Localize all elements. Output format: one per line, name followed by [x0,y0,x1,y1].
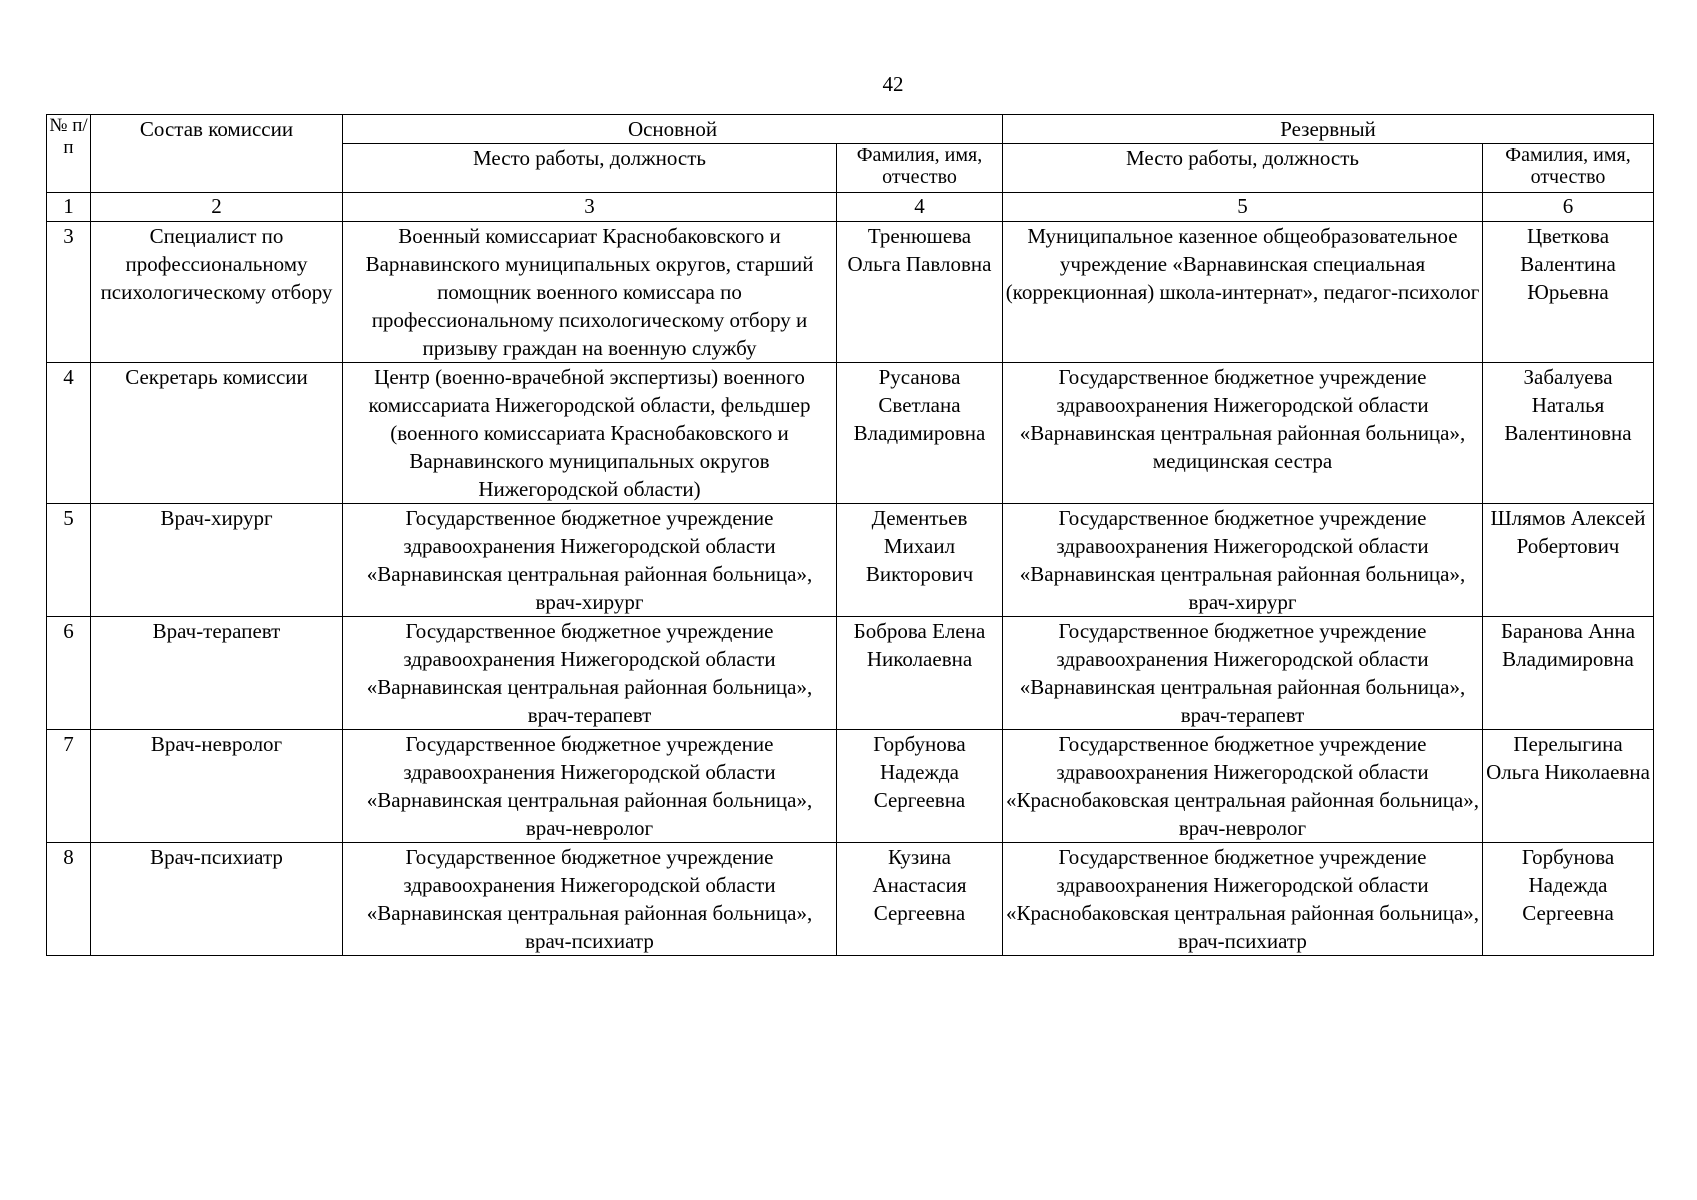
row-number: 4 [47,363,91,504]
row-main-fio: Русанова Светлана Владимировна [837,363,1003,504]
header-reserve: Резервный [1003,115,1654,144]
row-composition: Врач-психиатр [91,843,343,956]
row-reserve-fio: Шлямов Алексей Робертович [1483,504,1654,617]
row-number: 5 [47,504,91,617]
table-row [47,504,1654,617]
row-main-fio: Боброва Елена Николаевна [837,617,1003,730]
row-main-fio: Горбунова Надежда Сергеевна [837,730,1003,843]
row-main-workplace: Государственное бюджетное учреждение здравоохранения Нижегородской области «Варнавинская центральная районная больница», врач-психиатр [343,843,837,956]
row-reserve-workplace: Государственное бюджетное учреждение здравоохранения Нижегородской области «Краснобаковская центральная районная больница», врач-невролог [1003,730,1483,843]
table-row [47,363,1654,504]
commission-table [46,114,1654,956]
column-index: 3 [343,193,837,222]
row-composition: Врач-хирург [91,504,343,617]
row-main-workplace: Государственное бюджетное учреждение здравоохранения Нижегородской области «Варнавинская центральная районная больница», врач-хирург [343,504,837,617]
header-composition: Состав комиссии [91,115,343,193]
row-reserve-workplace: Государственное бюджетное учреждение здравоохранения Нижегородской области «Варнавинская центральная районная больница», медицинская сестра [1003,363,1483,504]
row-number: 3 [47,222,91,363]
row-composition: Врач-невролог [91,730,343,843]
row-reserve-fio: Цветкова Валентина Юрьевна [1483,222,1654,363]
row-reserve-fio: Баранова Анна Владимировна [1483,617,1654,730]
row-main-workplace: Военный комиссариат Краснобаковского и Варнавинского муниципальных округов, старший помощник военного комиссара по профессиональному психологическому отбору и призыву граждан на военную службу [343,222,837,363]
row-main-workplace: Центр (военно-врачебной экспертизы) военного комиссариата Нижегородской области, фельдшер (военного комиссариата Краснобаковского и Варнавинского муниципальных округов Нижегородской области) [343,363,837,504]
table-row [47,222,1654,363]
row-composition: Специалист по профессиональному психологическому отбору [91,222,343,363]
column-index: 1 [47,193,91,222]
row-main-fio: Кузина Анастасия Сергеевна [837,843,1003,956]
header-reserve-workplace: Место работы, должность [1003,144,1483,193]
table-row [47,617,1654,730]
header-main: Основной [343,115,1003,144]
column-index-row [47,193,1654,222]
row-main-fio: Дементьев Михаил Викторович [837,504,1003,617]
table-row [47,730,1654,843]
row-composition: Секретарь комиссии [91,363,343,504]
header-main-fio: Фамилия, имя, отчество [837,144,1003,193]
row-main-workplace: Государственное бюджетное учреждение здравоохранения Нижегородской области «Варнавинская центральная районная больница», врач-терапевт [343,617,837,730]
column-index: 5 [1003,193,1483,222]
table-row [47,843,1654,956]
row-reserve-workplace: Муниципальное казенное общеобразовательное учреждение «Варнавинская специальная (коррекционная) школа-интернат», педагог-психолог [1003,222,1483,363]
header-main-workplace: Место работы, должность [343,144,837,193]
row-reserve-fio: Перелыгина Ольга Николаевна [1483,730,1654,843]
page-number: 42 [882,72,904,96]
row-number: 8 [47,843,91,956]
row-reserve-fio: Забалуева Наталья Валентиновна [1483,363,1654,504]
header-number: № п/п [47,115,91,193]
row-main-fio: Тренюшева Ольга Павловна [837,222,1003,363]
row-composition: Врач-терапевт [91,617,343,730]
row-number: 7 [47,730,91,843]
row-reserve-fio: Горбунова Надежда Сергеевна [1483,843,1654,956]
column-index: 4 [837,193,1003,222]
header-reserve-fio: Фамилия, имя, отчество [1483,144,1654,193]
column-index: 2 [91,193,343,222]
row-reserve-workplace: Государственное бюджетное учреждение здравоохранения Нижегородской области «Варнавинская центральная районная больница», врач-хирург [1003,504,1483,617]
row-reserve-workplace: Государственное бюджетное учреждение здравоохранения Нижегородской области «Краснобаковская центральная районная больница», врач-психиатр [1003,843,1483,956]
row-main-workplace: Государственное бюджетное учреждение здравоохранения Нижегородской области «Варнавинская центральная районная больница», врач-невролог [343,730,837,843]
row-reserve-workplace: Государственное бюджетное учреждение здравоохранения Нижегородской области «Варнавинская центральная районная больница», врач-терапевт [1003,617,1483,730]
column-index: 6 [1483,193,1654,222]
row-number: 6 [47,617,91,730]
